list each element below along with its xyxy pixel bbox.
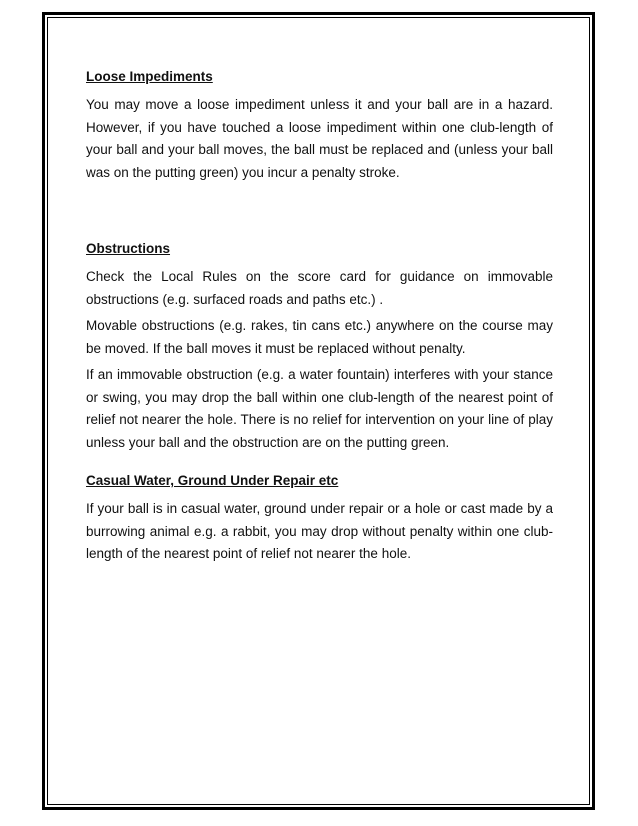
section-heading: Loose Impediments — [86, 69, 213, 84]
section-heading: Casual Water, Ground Under Repair etc — [86, 473, 339, 488]
document-body — [86, 66, 553, 570]
paragraph: If an immovable obstruction (e.g. a water fountain) interferes with your stance or swing, you may drop the ball within one club-length of the nearest point of relief not nearer the hole. There is no relief for intervention on your line of play unless your ball and the obstruction are on the putting green. — [86, 367, 553, 450]
section-loose-impediments — [86, 66, 553, 184]
paragraph: If your ball is in casual water, ground under repair or a hole or cast made by a burrowing animal e.g. a rabbit, you may drop without penalty within one club-length of the nearest point of relief not nearer the hole. — [86, 501, 553, 561]
paragraph: Check the Local Rules on the score card for guidance on immovable obstructions (e.g. surfaced roads and paths etc.) . — [86, 269, 553, 307]
paragraph: You may move a loose impediment unless it and your ball are in a hazard. However, if you have touched a loose impediment within one club-length of your ball and your ball moves, the ball must be replaced and (unless your ball was on the putting green) you incur a penalty stroke. — [86, 97, 553, 180]
section-casual-water — [86, 470, 553, 566]
section-heading: Obstructions — [86, 241, 171, 256]
section-obstructions — [86, 238, 553, 454]
paragraph: Movable obstructions (e.g. rakes, tin cans etc.) anywhere on the course may be moved. If the ball moves it must be replaced without penalty. — [86, 318, 553, 356]
